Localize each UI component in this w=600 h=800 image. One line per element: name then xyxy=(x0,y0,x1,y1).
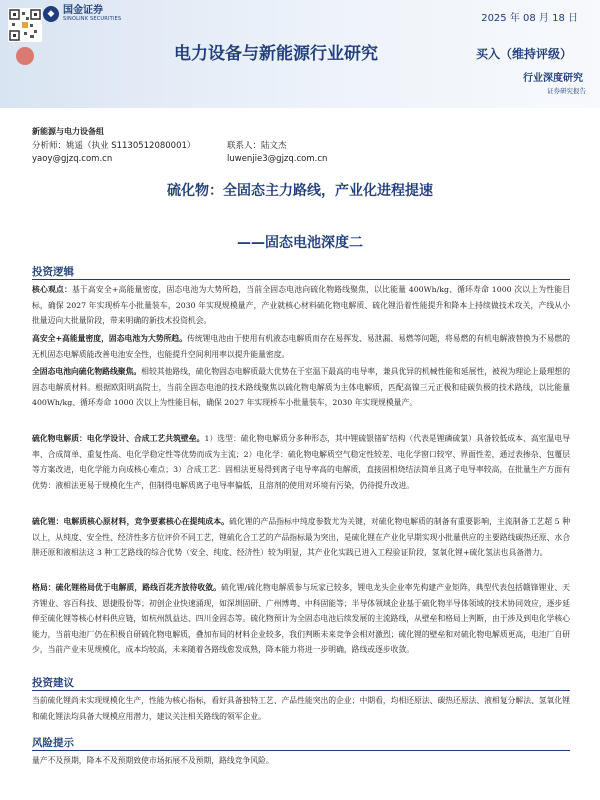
report-series-title: ——固态电池深度二 xyxy=(237,235,363,251)
section-heading-logic: 投资逻辑 xyxy=(32,266,74,278)
para-lead: 硫化物电解质：电化学设计、合成工艺共筑壁垒。 xyxy=(32,434,205,443)
divider xyxy=(32,690,570,691)
para-text: 硫化锂的产品指标中纯度参数尤为关键，对硫化物电解质的制备有重要影响，主流制备工艺超 5 种以上，从纯度、安全性、经济性多方位评价不同工艺，锂硫化合工艺的产品指标最为突出，是硫化锂在产业化早期实现小批量供应的主要路线碳热还原、水合肼还原和液相法这 3 种工艺路线的综合优势（安全、纯度、经济性）较为明显，其产业化实践已进入工程验证阶段，氢氧化锂+硫化氢法也具备潜力。 xyxy=(32,517,570,557)
logo-cn: 国金证券 xyxy=(63,5,103,16)
logo-en: SINOLINK SECURITIES xyxy=(63,16,122,22)
section-heading-advice: 投资建议 xyxy=(32,677,74,689)
para-text: 1）选型：硫化物电解质分多种形态，其中锂硫银锗矿结构（代表是锂磷硫氯）具备较低成本、高室温电导率、合成简单、重复性高、电化学稳定性等优势而成为主流；2）电化学：硫化物电解质空气稳定性较差、电化学窗口较窄、界面性差，通过表掺杂、包覆层等方案改进，电化学能力向成核心难点；3）合成工艺：固相法更易得到离子电导率高的电解质，直接固相烧结法简单且离子电导率较高，在批量生产方面有优势：液相法更易于规模化生产，但制得电解质离子电导率偏低，且溶剂的使用对环境有污染，仍待提升改进。 xyxy=(32,434,570,490)
sector-label: 新能源与电力设备组 xyxy=(32,127,104,136)
paragraph-advice: 当前硫化锂尚未实现规模化生产，性能为核心指标，看好具备独特工艺、产品性能突出的企业；中期看，均相还原法、碳热还原法、液相复分解法、氢氧化锂和硫化锂法均具备大规模应用潜力，建议关注相关路线的领军企业。 xyxy=(32,696,570,721)
paragraph-risk: 量产不及预期，降本不及预期致使市场拓展不及预期，路线竞争风险。 xyxy=(32,756,274,765)
paragraph-sulfide-route xyxy=(32,364,570,411)
paragraph-lithium-sulfide xyxy=(32,514,570,561)
author-info xyxy=(32,126,572,166)
para-lead: 格局：硫化锂格局优于电解质，路线百花齐放待收敛。 xyxy=(32,583,221,592)
report-type: 行业深度研究 xyxy=(523,73,583,84)
para-lead: 高安全+高能量密度，固态电池为大势所趋。 xyxy=(32,334,188,343)
para-text: 基于高安全+高能量密度，固态电池为大势所趋，当前全固态电池向硫化物路线聚焦，以比能量 400Wh/kg、循环寿命 1000 次以上为性能目标，确保 2027 年实现桥车小批量装车，2030 年实现规模量产，产业就核心材料硫化物电解质、硫化锂沿着性能提升和降本上持续做技术攻关，产线从小批量迈向大批量阶段，带来明确的新技术投资机会。 xyxy=(32,285,570,325)
analyst: 分析师：姚遥（执业 S1130512080001） xyxy=(32,141,196,151)
paragraph-safety xyxy=(32,331,570,362)
paragraph-core-view xyxy=(32,282,570,329)
divider xyxy=(32,279,570,280)
company-logo xyxy=(43,6,121,22)
contact-email: luwenjie3@gjzq.com.cn xyxy=(227,154,328,164)
paragraph-electrolyte xyxy=(32,431,570,493)
section-heading-risk: 风险提示 xyxy=(32,737,74,749)
para-text: 硫化锂/硫化物电解质参与玩家已较多，锂电龙头企业率先构建产业矩阵，典型代表包括赣锋锂业、天齐锂业、容百科技、恩捷股份等；初创企业快速涌现，如深圳固研、广州博粤、中科固能等；半导体领域企业基于硫化物半导体领域的技术协同效应，逐步延伸至硫化锂等核心材料供应链，如杭州凯益达、四川金固态等。硫化物预计为全固态电池后续发展的主流路线，从壁垒和格局上判断，由于涉及到电化学核心能力，当前电池厂仍在积极自研硫化物电解质，叠加布局的材料企业较多，我们判断未来竞争会相对激烈；硫化锂的壁垒和对硫化物电解质更高，电池厂自研少，当前产业未见规模化，成本均较高，未来随着各路线愈发成熟，降本能力将进一步明确，路线或逐步收敛。 xyxy=(32,583,570,654)
divider xyxy=(32,750,570,751)
para-text: 相较其他路线，硫化物固态电解质最大优势在于室温下最高的电导率，兼具优异的机械性能和延展性，被视为理论上最理想的固态电解质材料。根据欧阳明高院士，当前全固态电池的技术路线聚焦以硫化物电解质为主体电解质，匹配高镍三元正极和硅碳负极的技术路线，以比能量 400Wh/kg、循环寿命 1000 次以上为性能目标，确保 2027 年实现桥车小批量装车，2030 年实现规模量产。 xyxy=(32,367,571,407)
paragraph-landscape xyxy=(32,580,570,658)
contact: 联系人：陆文杰 xyxy=(227,141,287,151)
para-lead: 全固态电池向硫化物路线聚焦。 xyxy=(32,367,142,376)
para-lead: 硫化锂：电解质核心原材料，竞争要素核心在提纯成本。 xyxy=(32,517,230,526)
para-text: 传统锂电池由于使用有机液态电解质而存在易挥发、易泄漏、易燃等问题，将易燃的有机电解液替换为不易燃的无机固态电解质能改善电池安全性，也能提升空间利用率以提升能量密度。 xyxy=(32,334,571,359)
report-date: 2025 年 08 月 18 日 xyxy=(481,13,578,24)
report-subtitle: 硫化物：全固态主力路线，产业化进程提速 xyxy=(167,183,433,199)
report-title: 电力设备与新能源行业研究 xyxy=(174,44,378,64)
report-header xyxy=(0,0,600,108)
report-subtype: 证券研究报告 xyxy=(547,87,586,95)
logo-mark-icon: ◆ xyxy=(43,6,59,22)
analyst-email: yaoy@gjzq.com.cn xyxy=(32,154,113,164)
rating: 买入（维持评级） xyxy=(476,47,573,61)
qr-code-icon xyxy=(8,8,42,68)
para-lead: 核心观点： xyxy=(32,285,72,294)
